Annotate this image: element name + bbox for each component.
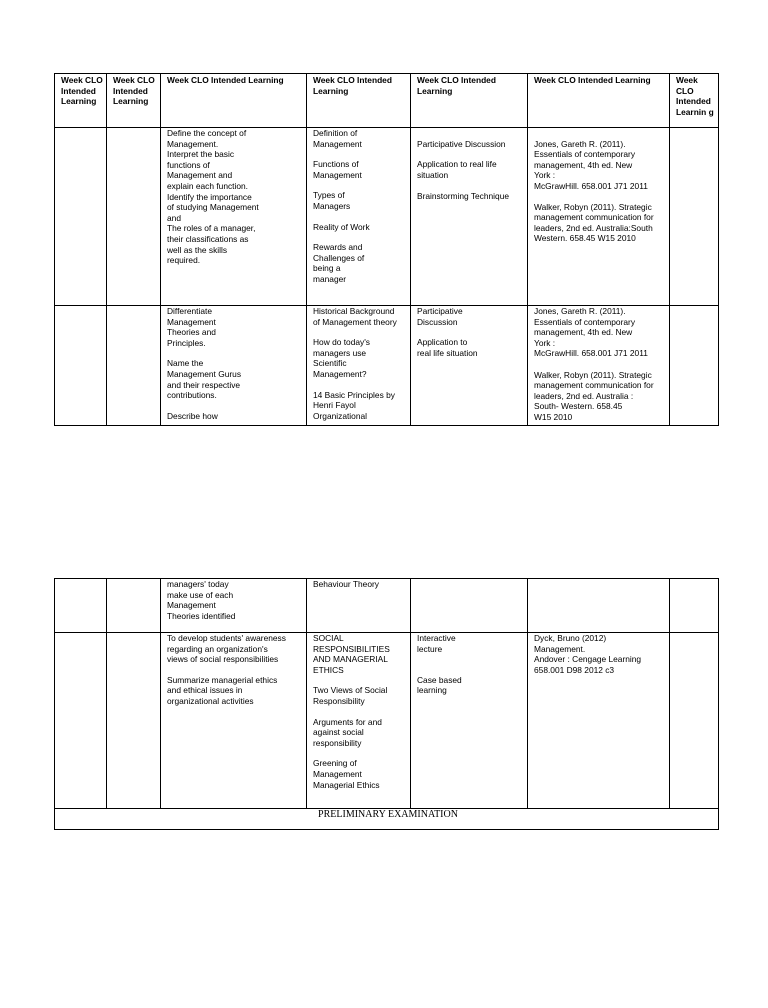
topic-text: Behaviour Theory <box>313 579 379 589</box>
clo-cell <box>107 306 161 426</box>
table-row <box>55 306 719 426</box>
extra-cell <box>670 633 719 809</box>
topic-text: Arguments for and against social responsibility <box>313 716 382 748</box>
learning-outcomes-cell <box>161 128 307 306</box>
topic-text: Greening of Management Managerial Ethics <box>313 758 380 790</box>
column-header-6: Week CLO Intended Learning <box>528 74 670 128</box>
topics-cell <box>307 633 411 809</box>
table-row <box>55 579 719 633</box>
outcome-text: Define the concept of Management. Interpret the basic functions of Management and explain each function. Identify the importance of studying Management and The roles of a manager, their classifications as well as the skills required. <box>167 128 259 266</box>
topic-text: Historical Background of Management theory <box>313 306 397 327</box>
learning-outcomes-cell <box>161 579 307 633</box>
column-header-5: Week CLO Intended Learning <box>411 74 528 128</box>
topic-text: 14 Basic Principles by Henri Fayol Organizational <box>313 389 395 421</box>
topics-cell <box>307 306 411 426</box>
week-cell <box>55 128 107 306</box>
extra-cell <box>670 128 719 306</box>
activity-text: Interactive lecture <box>417 633 456 654</box>
activities-cell <box>411 579 528 633</box>
topic-text: Two Views of Social Responsibility <box>313 685 388 706</box>
exam-row <box>55 809 719 830</box>
learning-outcomes-cell <box>161 633 307 809</box>
outcome-text: To develop students' awareness regarding an organization's views of social responsibilities <box>167 633 286 665</box>
outcome-text: Name the Management Gurus and their respective contributions. <box>167 358 242 401</box>
outcome-text: Summarize managerial ethics and ethical issues in organizational activities <box>167 674 278 706</box>
reference-text: Jones, Gareth R. (2011). Essentials of contemporary management, 4th ed. New York : McGrawHill. 658.001 J71 2011 <box>534 138 648 191</box>
activity-text: Case based learning <box>417 674 462 696</box>
topic-text: Functions of Management <box>313 159 362 180</box>
header-row <box>55 74 719 128</box>
activities-cell <box>411 633 528 809</box>
clo-cell <box>107 633 161 809</box>
references-cell <box>528 128 670 306</box>
topics-cell <box>307 579 411 633</box>
references-cell <box>528 633 670 809</box>
topic-text: Reality of Work <box>313 221 370 232</box>
course-outline-table-continued <box>54 578 719 830</box>
extra-cell <box>670 579 719 633</box>
activity-text: Application to real life situation Brainstorming Technique <box>417 159 510 201</box>
clo-cell <box>107 579 161 633</box>
topic-text: SOCIAL RESPONSIBILITIES AND MANAGERIAL ETHICS <box>313 633 390 675</box>
outcome-text: managers' today make use of each Management Theories identified <box>167 579 236 621</box>
activity-text: Participative Discussion <box>417 306 463 327</box>
activities-cell <box>411 306 528 426</box>
topic-text: Rewards and Challenges of being a manager <box>313 242 365 284</box>
topic-text: How do today's managers use Scientific Management? <box>313 337 370 379</box>
column-header-7: Week CLO Intended Learnin g <box>670 74 719 128</box>
table-row <box>55 633 719 809</box>
references-cell <box>528 579 670 633</box>
topic-text: Types of Managers <box>313 190 351 211</box>
reference-text: Dyck, Bruno (2012) Management. Andover : Cengage Learning 658.001 D98 2012 c3 <box>534 633 642 675</box>
outcome-text: Describe how <box>167 410 218 421</box>
column-header-2: Week CLO Intended Learning <box>107 74 161 128</box>
preliminary-examination-label: PRELIMINARY EXAMINATION <box>55 809 719 830</box>
course-outline-table <box>54 73 719 426</box>
week-cell <box>55 579 107 633</box>
column-header-1: Week CLO Intended Learning <box>55 74 107 128</box>
activity-text: Application to real life situation <box>417 337 478 358</box>
column-header-3: Week CLO Intended Learning <box>161 74 307 128</box>
column-header-4: Week CLO Intended Learning <box>307 74 411 128</box>
table-row <box>55 128 719 306</box>
reference-text: Jones, Gareth R. (2011). Essentials of contemporary management, 4th ed. New York : McGrawHill. 658.001 J71 2011 Walker, Robyn (2011). Strategic management communication for leaders, 2nd ed. Australia : South- Western. 658.45 W15 2010 <box>534 306 654 422</box>
learning-outcomes-cell <box>161 306 307 426</box>
week-cell <box>55 633 107 809</box>
extra-cell <box>670 306 719 426</box>
activity-text: Participative Discussion <box>417 138 506 149</box>
reference-text: Walker, Robyn (2011). Strategic management communication for leaders, 2nd ed. Australia:South Western. 658.45 W15 2010 <box>534 201 654 244</box>
references-cell <box>528 306 670 426</box>
week-cell <box>55 306 107 426</box>
clo-cell <box>107 128 161 306</box>
outcome-text: Differentiate Management Theories and Principles. <box>167 306 216 348</box>
topic-text: Definition of Management <box>313 128 362 149</box>
activities-cell <box>411 128 528 306</box>
topics-cell <box>307 128 411 306</box>
